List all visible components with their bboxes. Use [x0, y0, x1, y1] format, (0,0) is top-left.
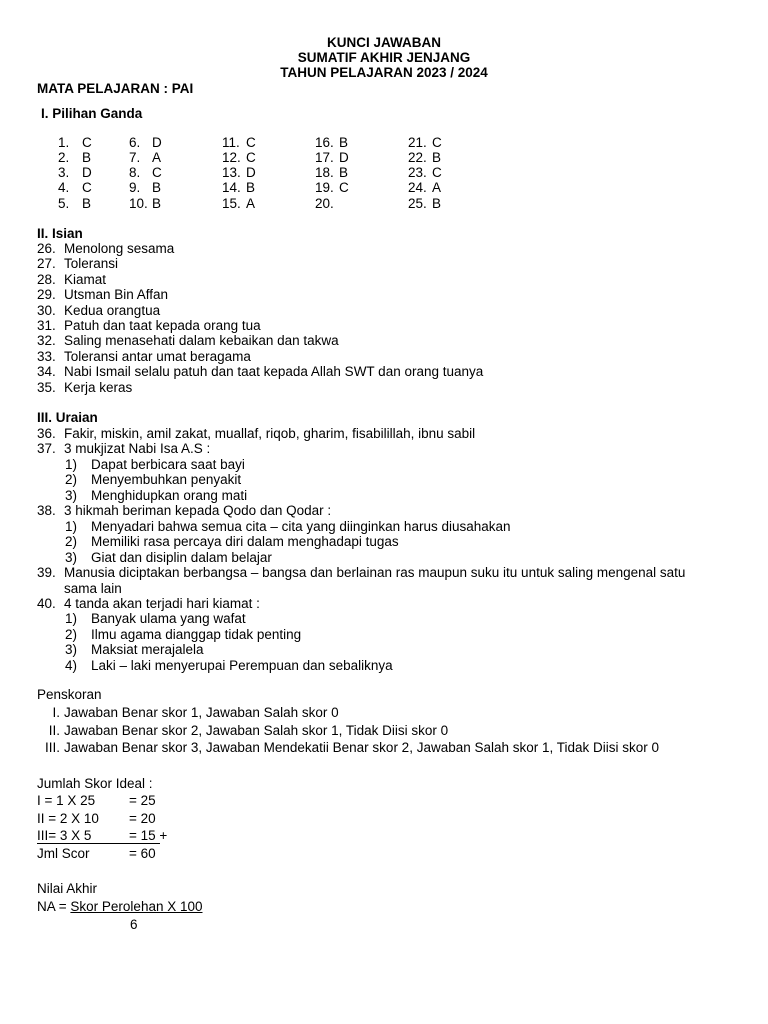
mcq-number: 18.: [315, 165, 334, 180]
formula-numerator: Skor Perolehan X 100: [70, 899, 203, 914]
mcq-answer: B: [82, 150, 92, 165]
section-uraian-title: III. Uraian: [37, 410, 98, 425]
isian-answer: Utsman Bin Affan: [64, 287, 169, 303]
isian-answer: Patuh dan taat kepada orang tua: [64, 318, 261, 333]
mcq-answer: C: [432, 165, 442, 180]
mcq-answer: C: [246, 135, 256, 150]
ideal-score-result: = 15 +: [129, 828, 168, 843]
mcq-answer: D: [246, 165, 256, 180]
mcq-answer: B: [246, 180, 256, 195]
isian-answer: Saling menasehati dalam kebaikan dan takwa: [64, 333, 339, 349]
mcq-answer: B: [152, 180, 162, 195]
uraian-sub-number: 1): [65, 456, 78, 472]
mcq-number: 24.: [408, 180, 427, 195]
uraian-number: 40.: [37, 595, 56, 611]
isian-answer: Nabi Ismail selalu patuh dan taat kepada Allah SWT dan orang tuanya: [64, 364, 484, 380]
ideal-score-formula: Jml Scor: [37, 846, 90, 861]
uraian-sub-answer: Banyak ulama yang wafat: [91, 611, 246, 627]
scoring-rule: Jawaban Benar skor 2, Jawaban Salah skor 1, Tidak Diisi skor 0: [64, 723, 449, 738]
uraian-sub-number: 3): [65, 642, 78, 658]
uraian-sub-number: 2): [65, 472, 78, 488]
ideal-score-formula: I = 1 X 25: [37, 793, 96, 808]
isian-answer: Kedua orangtua: [64, 302, 161, 318]
isian-answer: Toleransi: [64, 256, 119, 272]
isian-number: 34.: [37, 364, 56, 380]
scoring-rule: Jawaban Benar skor 1, Jawaban Salah skor 0: [64, 705, 339, 720]
mcq-number: 20.: [315, 196, 334, 211]
uraian-question: 3 hikmah beriman kepada Qodo dan Qodar :: [64, 503, 332, 519]
isian-number: 28.: [37, 271, 56, 287]
mcq-number: 5.: [58, 196, 70, 211]
mcq-number: 2.: [58, 150, 70, 165]
uraian-question: Fakir, miskin, amil zakat, muallaf, riqob, gharim, fisabilillah, ibnu sabil: [64, 426, 476, 441]
isian-answer: Kerja keras: [64, 379, 133, 395]
doc-year: TAHUN PELAJARAN 2023 / 2024: [280, 65, 488, 80]
isian-number: 29.: [37, 287, 56, 303]
uraian-sub-number: 1): [65, 611, 78, 627]
mcq-number: 7.: [129, 150, 141, 165]
uraian-sub-answer: Maksiat merajalela: [91, 642, 204, 658]
isian-number: 30.: [37, 302, 56, 318]
uraian-question: 3 mukjizat Nabi Isa A.S :: [64, 441, 211, 457]
mcq-answer: D: [152, 135, 162, 150]
mcq-number: 10.: [129, 196, 148, 211]
mcq-number: 9.: [129, 180, 141, 195]
mcq-number: 21.: [408, 135, 427, 150]
mcq-number: 11.: [222, 135, 240, 150]
uraian-sub-number: 4): [65, 657, 78, 673]
mcq-answer: C: [152, 165, 162, 180]
scoring-title: Penskoran: [37, 687, 102, 702]
mcq-answer: C: [246, 150, 256, 165]
mcq-number: 3.: [58, 165, 70, 180]
isian-number: 35.: [37, 379, 56, 395]
scoring-rule: Jawaban Benar skor 3, Jawaban Mendekatii Benar skor 2, Jawaban Salah skor 1, Tidak Diisi skor 0: [64, 740, 660, 755]
ideal-score-title: Jumlah Skor Ideal :: [37, 776, 153, 791]
isian-number: 27.: [37, 256, 56, 272]
uraian-sub-number: 2): [65, 534, 78, 550]
isian-number: 33.: [37, 348, 56, 364]
uraian-sub-number: 2): [65, 626, 78, 642]
ideal-score-result: = 25: [129, 793, 156, 808]
uraian-number: 38.: [37, 503, 56, 519]
uraian-number: 36.: [37, 426, 56, 441]
uraian-sub-number: 3): [65, 487, 78, 503]
mcq-answer: C: [82, 180, 92, 195]
mcq-number: 1.: [58, 135, 70, 150]
uraian-number: 39.: [37, 565, 56, 581]
final-score-formula: [37, 899, 203, 915]
ideal-score-formula: III= 3 X 5: [37, 828, 160, 844]
section-isian-title: II. Isian: [37, 226, 83, 241]
mcq-number: 4.: [58, 180, 70, 195]
mcq-answer: D: [82, 165, 92, 180]
mcq-answer: A: [432, 180, 442, 195]
mcq-answer: B: [339, 165, 349, 180]
uraian-sub-answer: Menyadari bahwa semua cita – cita yang diinginkan harus diusahakan: [91, 518, 511, 534]
mcq-number: 12.: [222, 150, 241, 165]
mcq-answer: B: [152, 196, 162, 211]
uraian-sub-answer: Ilmu agama dianggap tidak penting: [91, 626, 302, 642]
uraian-sub-answer: Menyembuhkan penyakit: [91, 472, 242, 488]
section-pilihan-ganda-title: I. Pilihan Ganda: [41, 106, 143, 121]
isian-number: 26.: [37, 241, 56, 256]
doc-title: KUNCI JAWABAN: [326, 35, 441, 50]
mcq-number: 23.: [408, 165, 427, 180]
mcq-answer: B: [82, 196, 92, 211]
mcq-answer: C: [82, 135, 92, 150]
mcq-answer: C: [339, 180, 349, 195]
mcq-number: 6.: [129, 135, 141, 150]
scoring-roman: I.: [52, 705, 60, 720]
mcq-number: 22.: [408, 150, 427, 165]
mcq-answer: D: [339, 150, 349, 165]
doc-subtitle: SUMATIF AKHIR JENJANG: [297, 50, 471, 65]
final-score-title: Nilai Akhir: [37, 881, 98, 896]
mcq-number: 13.: [222, 165, 241, 180]
mcq-number: 16.: [315, 135, 334, 150]
uraian-sub-answer: Giat dan disiplin dalam belajar: [91, 549, 272, 565]
subject-label: MATA PELAJARAN : PAI: [37, 81, 194, 96]
ideal-score-result: = 60: [129, 846, 156, 861]
isian-answer: Kiamat: [64, 271, 107, 287]
mcq-number: 17.: [315, 150, 334, 165]
mcq-number: 8.: [129, 165, 141, 180]
ideal-score-result: = 20: [129, 811, 156, 826]
uraian-sub-answer: Menghidupkan orang mati: [91, 487, 248, 503]
uraian-question: 4 tanda akan terjadi hari kiamat :: [64, 595, 260, 611]
mcq-answer: A: [246, 196, 256, 211]
mcq-answer: B: [432, 196, 442, 211]
mcq-number: 19.: [315, 180, 334, 195]
ideal-score-formula: II = 2 X 10: [37, 811, 99, 826]
uraian-sub-number: 1): [65, 518, 78, 534]
formula-denominator: 6: [130, 917, 138, 932]
uraian-sub-answer: Laki – laki menyerupai Perempuan dan sebaliknya: [91, 657, 393, 673]
uraian-question-continued: sama lain: [64, 580, 122, 596]
mcq-number: 25.: [408, 196, 427, 211]
uraian-sub-number: 3): [65, 549, 78, 565]
uraian-question: Manusia diciptakan berbangsa – bangsa dan berlainan ras maupun suku itu untuk saling mengenal satu: [64, 565, 686, 581]
scoring-roman: II.: [48, 723, 60, 738]
isian-answer: Toleransi antar umat beragama: [64, 348, 251, 364]
isian-number: 31.: [37, 318, 56, 333]
isian-number: 32.: [37, 333, 56, 349]
mcq-answer: A: [152, 150, 162, 165]
mcq-answer: B: [432, 150, 442, 165]
mcq-number: 14.: [222, 180, 241, 195]
formula-prefix: NA =: [37, 899, 71, 914]
mcq-answer: C: [432, 135, 442, 150]
uraian-number: 37.: [37, 441, 56, 457]
uraian-sub-answer: Dapat berbicara saat bayi: [91, 456, 245, 472]
scoring-roman: III.: [44, 740, 60, 755]
isian-answer: Menolong sesama: [64, 241, 175, 256]
mcq-answer: B: [339, 135, 349, 150]
uraian-sub-answer: Memiliki rasa percaya diri dalam menghadapi tugas: [91, 534, 399, 550]
mcq-number: 15.: [222, 196, 241, 211]
